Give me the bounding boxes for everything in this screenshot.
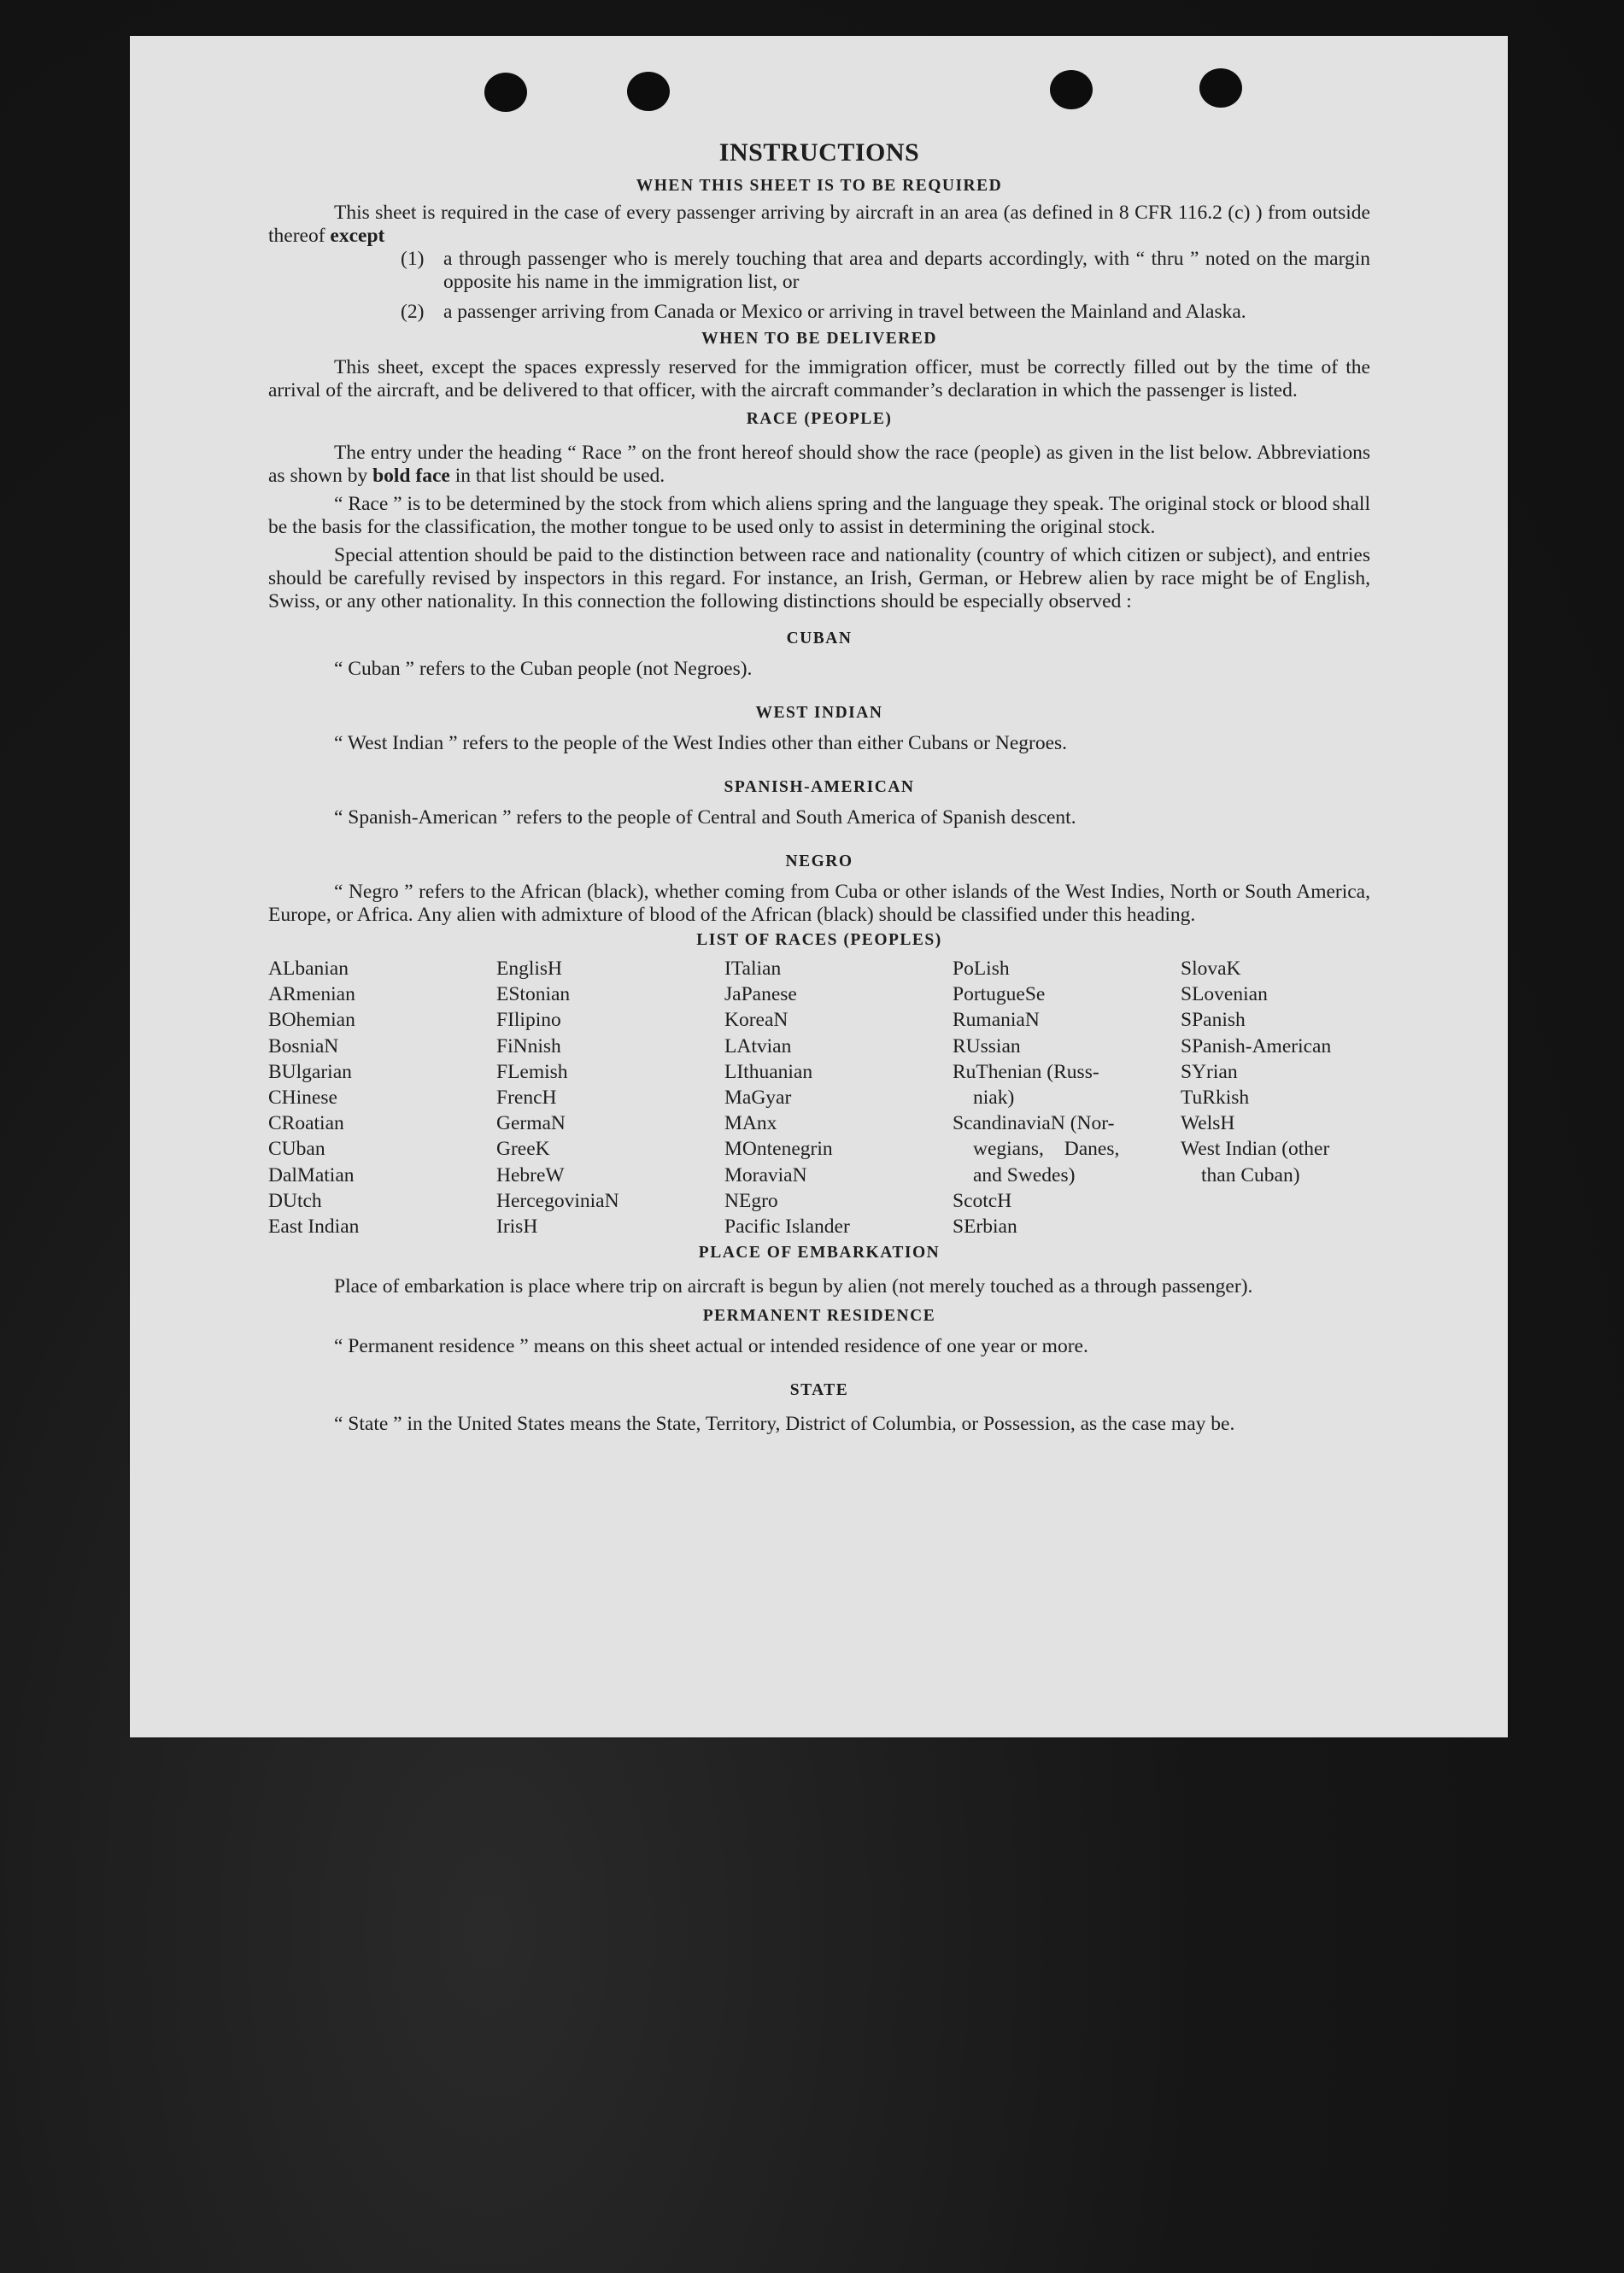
race-entry: SlovaK (1181, 958, 1241, 980)
race-entry: ScotcH (953, 1189, 1012, 1212)
race-paragraph-2: “ Race ” is to be determined by the stock from which aliens spring and the language they speak. The original stock or blood shall be the basis for the classification, the mother tongue to be used only to assist in determining the original stock. (268, 493, 1370, 538)
race-entry: NEgro (724, 1189, 778, 1212)
required-intro-text: This sheet is required in the case of every passenger arriving by aircraft in an area (as defined in 8 CFR 116.2 (c) ) from outside thereof (268, 202, 1370, 247)
race-entry: FIlipino (496, 1009, 561, 1032)
race-entry: GreeK (496, 1138, 550, 1161)
section-heading-west-indian: WEST INDIAN (755, 704, 883, 722)
race-paragraph-3: Special attention should be paid to the distinction between race and nationality (country of which citizen or subject), and entries should be carefully revised by inspectors in this regard. For instance, an Irish, German, or Hebrew alien by race might be of English, Swiss, or any other nationality. In this connection the following distinctions should be especially observed : (268, 544, 1370, 612)
list-item (401, 248, 1370, 294)
race-entry: DalMatian (268, 1163, 355, 1186)
race-entry: CUban (268, 1138, 325, 1161)
race-entry: DUtch (268, 1189, 322, 1212)
race-entry: West Indian (other (1181, 1138, 1330, 1161)
list-item (401, 301, 1370, 324)
punch-hole (1050, 70, 1093, 109)
race-p1-after: in that list should be used. (454, 465, 665, 487)
race-entry: ARmenian (268, 983, 355, 1006)
race-entry: BUlgarian (268, 1060, 352, 1083)
delivered-text: This sheet, except the spaces expressly reserved for the immigration officer, must be correctly filled out by the time of the arrival of the aircraft, and be delivered to that officer, with the aircraft commander’s declaration in which the passenger is listed. (268, 356, 1370, 401)
race-entry: CHinese (268, 1087, 337, 1110)
races-list (268, 956, 1370, 1239)
race-entry: Pacific Islander (724, 1216, 850, 1239)
embarkation-text: Place of embarkation is place where trip on aircraft is begun by alien (not merely touched as a through passenger). (334, 1275, 1253, 1298)
west-indian-text: “ West Indian ” refers to the people of the West Indies other than either Cubans or Negroes. (334, 732, 1068, 754)
race-entry: wegians, Danes, (973, 1138, 1120, 1161)
race-p1-text: The entry under the heading “ Race ” on the front hereof should show the race (people) as given in the list below. Abbreviations as shown by (268, 442, 1370, 487)
race-entry: SPanish (1181, 1009, 1246, 1032)
section-heading-spanish-american: SPANISH-AMERICAN (724, 778, 915, 796)
race-entry: SPanish-American (1181, 1034, 1332, 1057)
race-entry: MOntenegrin (724, 1138, 833, 1161)
race-entry: FLemish (496, 1060, 568, 1083)
race-entry: PortugueSe (953, 983, 1046, 1006)
race-entry: ScandinaviaN (Nor- (953, 1112, 1115, 1135)
punch-hole (627, 72, 670, 111)
required-intro (268, 202, 1370, 248)
race-entry: RumaniaN (953, 1009, 1040, 1032)
race-entry: BOhemian (268, 1009, 355, 1032)
item-number: (2) (401, 301, 425, 323)
sheet-content (268, 138, 1370, 1438)
race-entry: JaPanese (724, 983, 797, 1006)
spanish-american-text: “ Spanish-American ” refers to the people of Central and South America of Spanish descent. (334, 806, 1076, 829)
section-heading-race: RACE (PEOPLE) (746, 410, 893, 428)
race-entry: WelsH (1181, 1112, 1235, 1135)
section-heading-delivered: WHEN TO BE DELIVERED (701, 330, 937, 348)
section-heading-negro: NEGRO (785, 852, 853, 870)
race-entry: BosniaN (268, 1034, 339, 1057)
section-heading-cuban: CUBAN (786, 630, 853, 647)
race-entry: MAnx (724, 1112, 777, 1135)
race-entry: LIthuanian (724, 1060, 813, 1083)
races-column-4 (953, 956, 1181, 1239)
race-entry: SLovenian (1181, 983, 1268, 1006)
race-entry: SYrian (1181, 1060, 1238, 1083)
race-entry: KoreaN (724, 1009, 789, 1032)
race-entry: than Cuban) (1201, 1163, 1300, 1186)
punch-hole (484, 73, 527, 112)
race-entry: IrisH (496, 1216, 538, 1239)
required-intro-bold: except (330, 225, 385, 247)
section-heading-residence: PERMANENT RESIDENCE (702, 1307, 936, 1326)
race-p1-bold: bold face (372, 465, 450, 487)
race-entry: MaGyar (724, 1087, 792, 1110)
section-heading-required: WHEN THIS SHEET IS TO BE REQUIRED (636, 177, 1003, 195)
races-column-5 (1181, 956, 1370, 1239)
race-entry: RuThenian (Russ- (953, 1060, 1099, 1083)
item-text: a passenger arriving from Canada or Mexico or arriving in travel between the Mainland and Alaska. (443, 301, 1246, 323)
race-entry: HebreW (496, 1163, 565, 1186)
race-entry: MoraviaN (724, 1163, 807, 1186)
negro-text: “ Negro ” refers to the African (black), whether coming from Cuba or other islands of the West Indies, North or South America, Europe, or Africa. Any alien with admixture of blood of the African (black) should be classified under this heading. (268, 881, 1370, 926)
race-entry: RUssian (953, 1034, 1021, 1057)
race-entry: EStonian (496, 983, 571, 1006)
race-entry: GermaN (496, 1112, 566, 1135)
race-entry: LAtvian (724, 1034, 792, 1057)
race-entry: ITalian (724, 958, 782, 980)
race-entry: niak) (973, 1087, 1015, 1110)
race-entry: SErbian (953, 1216, 1017, 1239)
page-title: INSTRUCTIONS (718, 138, 920, 167)
punch-hole (1199, 68, 1242, 108)
item-text: a through passenger who is merely touching that area and departs accordingly, with “ thru ” noted on the margin opposite his name in the immigration list, or (443, 248, 1370, 293)
race-entry: FrencH (496, 1087, 557, 1110)
residence-text: “ Permanent residence ” means on this sheet actual or intended residence of one year or more. (334, 1335, 1088, 1358)
cuban-text: “ Cuban ” refers to the Cuban people (not Negroes). (334, 658, 753, 680)
races-column-3 (724, 956, 953, 1239)
race-entry: PoLish (953, 958, 1010, 980)
race-entry: TuRkish (1181, 1087, 1250, 1110)
section-heading-embarkation: PLACE OF EMBARKATION (698, 1244, 941, 1262)
races-column-1 (268, 956, 496, 1239)
race-paragraph-1 (268, 442, 1370, 488)
state-text: “ State ” in the United States means the State, Territory, District of Columbia, or Possession, as the case may be. (334, 1413, 1235, 1436)
race-entry: FiNnish (496, 1034, 561, 1057)
race-entry: CRoatian (268, 1112, 344, 1135)
race-entry: and Swedes) (973, 1163, 1076, 1186)
race-entry: East Indian (268, 1216, 360, 1239)
race-entry: ALbanian (268, 958, 349, 980)
instruction-sheet (130, 36, 1508, 1737)
section-heading-races-list: LIST OF RACES (PEOPLES) (696, 931, 942, 949)
section-heading-state: STATE (789, 1381, 849, 1400)
item-number: (1) (401, 248, 425, 270)
race-entry: HercegoviniaN (496, 1189, 619, 1212)
race-entry: EnglisH (496, 958, 563, 980)
races-column-2 (496, 956, 724, 1239)
